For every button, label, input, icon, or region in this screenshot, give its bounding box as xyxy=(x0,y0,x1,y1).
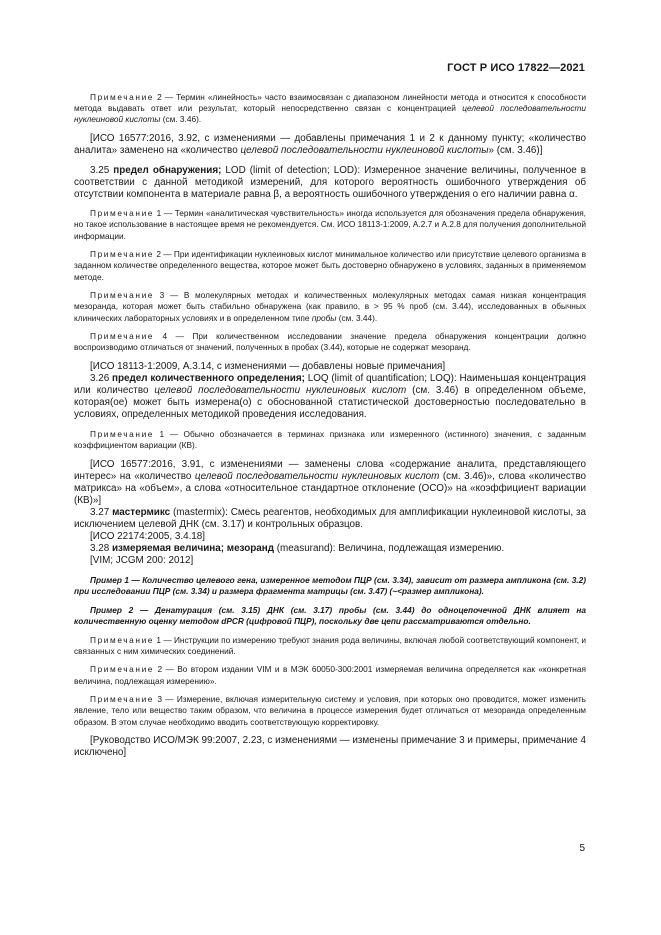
ref-iso-guide-99: [Руководство ИСО/МЭК 99:2007, 2.23, с изменениями — изменены примечание 3 и примеры, примечание 4 исключено] xyxy=(74,735,586,759)
note-text: 3 — Измерение, включая измерительную систему и условия, при которых оно проводится, может изменить явление, тело или вещество таким образом, что величина в процессе измерения будет отличаться от мезоранда определенным образом. В этом случае необходимо вводить соответствующую корректировку. xyxy=(74,694,586,727)
note-text: 2 — Термин «линейность» часто взаимосвязан с диапазоном линейности метода и относится к способности метода выдавать ответ или результат, который непосредственно связан с концентрацией xyxy=(74,92,586,114)
note-328-3 xyxy=(74,694,586,728)
term-3-27 xyxy=(74,507,586,531)
note-text: 4 — При количественном исследовании значение предела обнаружения концентрации должно воспроизводимо отличаться от значений, полученных в пробах (3.44), которые не содержат мезоранд. xyxy=(74,331,586,353)
ref-iso-16577-392 xyxy=(74,133,586,157)
note-325-4 xyxy=(74,331,586,353)
term-number: 3.26 xyxy=(90,373,113,385)
term-number: 3.25 xyxy=(90,164,114,176)
term-name: измеряемая величина; мезоранд xyxy=(111,543,275,555)
term-name: предел обнаружения; xyxy=(113,164,222,176)
page-number: 5 xyxy=(579,843,585,854)
note-italic: целевой последовательности нуклеиновой кислоты xyxy=(74,103,586,125)
term-number: 3.28 xyxy=(90,543,112,555)
ref-iso-16577-391 xyxy=(74,459,586,507)
note-label: Примечание xyxy=(90,290,155,301)
term-3-28 xyxy=(74,543,586,555)
term-definition: LOD (limit of detection; LOD): Измеренное значение величины, полученное в соответствии с данной методикой измерений, для которого вероятность ошибочного утверждения об отсутствии компонента в материале равна β, а вероятность ошибочного утверждения о его наличии равна α. xyxy=(74,164,586,200)
document-body xyxy=(74,92,586,759)
ref-italic: целевой последовательности нуклеиновых кислот xyxy=(194,470,440,482)
term-number: 3.27 xyxy=(90,507,113,519)
note-328-1 xyxy=(74,635,586,657)
ref-text-b: » (см. 3.46)] xyxy=(488,145,543,157)
note-text: 1 — Термин «аналитическая чувствительность» иногда используется для обозначения предела обнаружения, но такое использование в настоящее время не рекомендуется. См. ИСО 18113-1:2009, А.2.7 и А.2.8 для получения дополнительной информации. xyxy=(74,208,586,241)
term-italic: целевой последовательности нуклеиновых кислот xyxy=(154,385,407,397)
term-definition: (mastermix): Смесь реагентов, необходимых для амплификации нуклеиновой кислоты, за исключением целевой ДНК (см. 3.17) и контрольных образцов. xyxy=(74,507,586,531)
term-definition: (measurand): Величина, подлежащая измерению. xyxy=(274,543,505,555)
standard-header: ГОСТ Р ИСО 17822—2021 xyxy=(447,62,585,74)
ref-text-a: [ИСО 16577:2016, 3.91, с изменениями — заменены слова «содержание аналита, представляющего интерес» на «количество xyxy=(74,458,586,482)
note-linearity xyxy=(74,92,586,126)
ref-text-a: [ИСО 16577:2016, 3.92, с изменениями — добавлены примечания 1 и 2 к данному пункту; «количество аналита» заменено на «количество xyxy=(74,133,586,157)
note-text: 3 — В молекулярных методах и количественных молекулярных методах самая низкая концентрация мезоранда, которая может быть стабильно обнаружена (как правило, в > 95 % проб (см. 3.44), исследованных в обычных клинических лабораторных условиях и в определенном типе xyxy=(74,290,586,323)
term-name: мастермикс xyxy=(112,507,171,519)
note-328-2 xyxy=(74,664,586,686)
note-326-1 xyxy=(74,429,586,451)
note-label: Примечание xyxy=(90,664,155,675)
ref-italic: целевой последовательности нуклеиновой кислоты xyxy=(240,145,489,157)
note-325-2 xyxy=(74,249,586,283)
note-label: Примечание xyxy=(90,428,155,439)
note-label: Примечание xyxy=(90,92,155,102)
term-3-26 xyxy=(74,373,586,421)
term-definition-b: (см. 3.46) в определенном объеме, которая(ое) может быть измерена(о) с обоснованной статистической достоверностью последовательно в условиях, определенных методикой проведения исследования. xyxy=(74,385,586,421)
note-text: 2 — Во втором издании VIM и в МЭК 60050-300:2001 измеряемая величина определяется как «конкретная величина, подлежащая измерению». xyxy=(74,664,586,686)
note-text: 1 — Инструкции по измерению требуют знания рода величины, включая любой соответствующий компонент, и связанных с ним химических соединений. xyxy=(74,634,586,656)
note-label: Примечание xyxy=(90,208,155,219)
note-325-1 xyxy=(74,208,586,242)
example-2: Пример 2 — Денатурация (см. 3.15) ДНК (см. 3.17) пробы (см. 3.44) до одноцепочечной ДНК влияет на количественную оценку методом dPCR (цифровой ПЦР), поскольку две цепи рассматриваются отдельно. xyxy=(74,604,586,626)
ref-vim: [VIM; JCGM 200: 2012] xyxy=(90,555,194,567)
ref-text-b: (см. 3.46)», слова «количество матрикса» на «объем», а слова «относительное стандартное отклонение (ОСО)» на «коэффициент вариации (КВ)»] xyxy=(74,470,587,506)
note-label: Примечание xyxy=(90,249,155,260)
ref-iso-18113: [ИСО 18113-1:2009, А.3.14, с изменениями — добавлены новые примечания] xyxy=(90,361,446,373)
note-tail: (см. 3.46). xyxy=(160,114,202,125)
note-label: Примечание xyxy=(90,634,155,645)
term-name: предел количественного определения; xyxy=(112,373,305,385)
note-325-3 xyxy=(74,290,586,324)
example-1: Пример 1 — Количество целевого гена, измеренное методом ПЦР (см. 3.34), зависит от размера ампликона (см. 3.2) при исследовании ПЦР (см. 3.34) и размера фрагмента матрицы (см. 3.47) (~<размер ампликона). xyxy=(74,574,586,597)
ref-iso-22174: [ИСО 22174:2005, 3.4.18] xyxy=(90,531,206,543)
note-text: 2 — При идентификации нуклеиновых кислот минимальное количество или присутствие целевого организма в заданном количестве определенного вещества, которое может быть достоверно обнаружено в условиях, заданных в применяемом методе. xyxy=(74,249,587,282)
term-3-25 xyxy=(74,165,586,201)
note-label: Примечание xyxy=(90,331,155,342)
note-tail: (см. 3.44). xyxy=(336,312,378,323)
note-label: Примечание xyxy=(90,694,155,705)
term-definition-a: LOQ (limit of quantification; LOQ): Наименьшая концентрация или количество xyxy=(74,373,586,397)
note-italic: пробы xyxy=(311,312,337,323)
note-text: 1 — Обычно обозначается в терминах признака или измеренного (истинного) значения, с заданным коэффициентом вариации (КВ). xyxy=(74,428,586,451)
